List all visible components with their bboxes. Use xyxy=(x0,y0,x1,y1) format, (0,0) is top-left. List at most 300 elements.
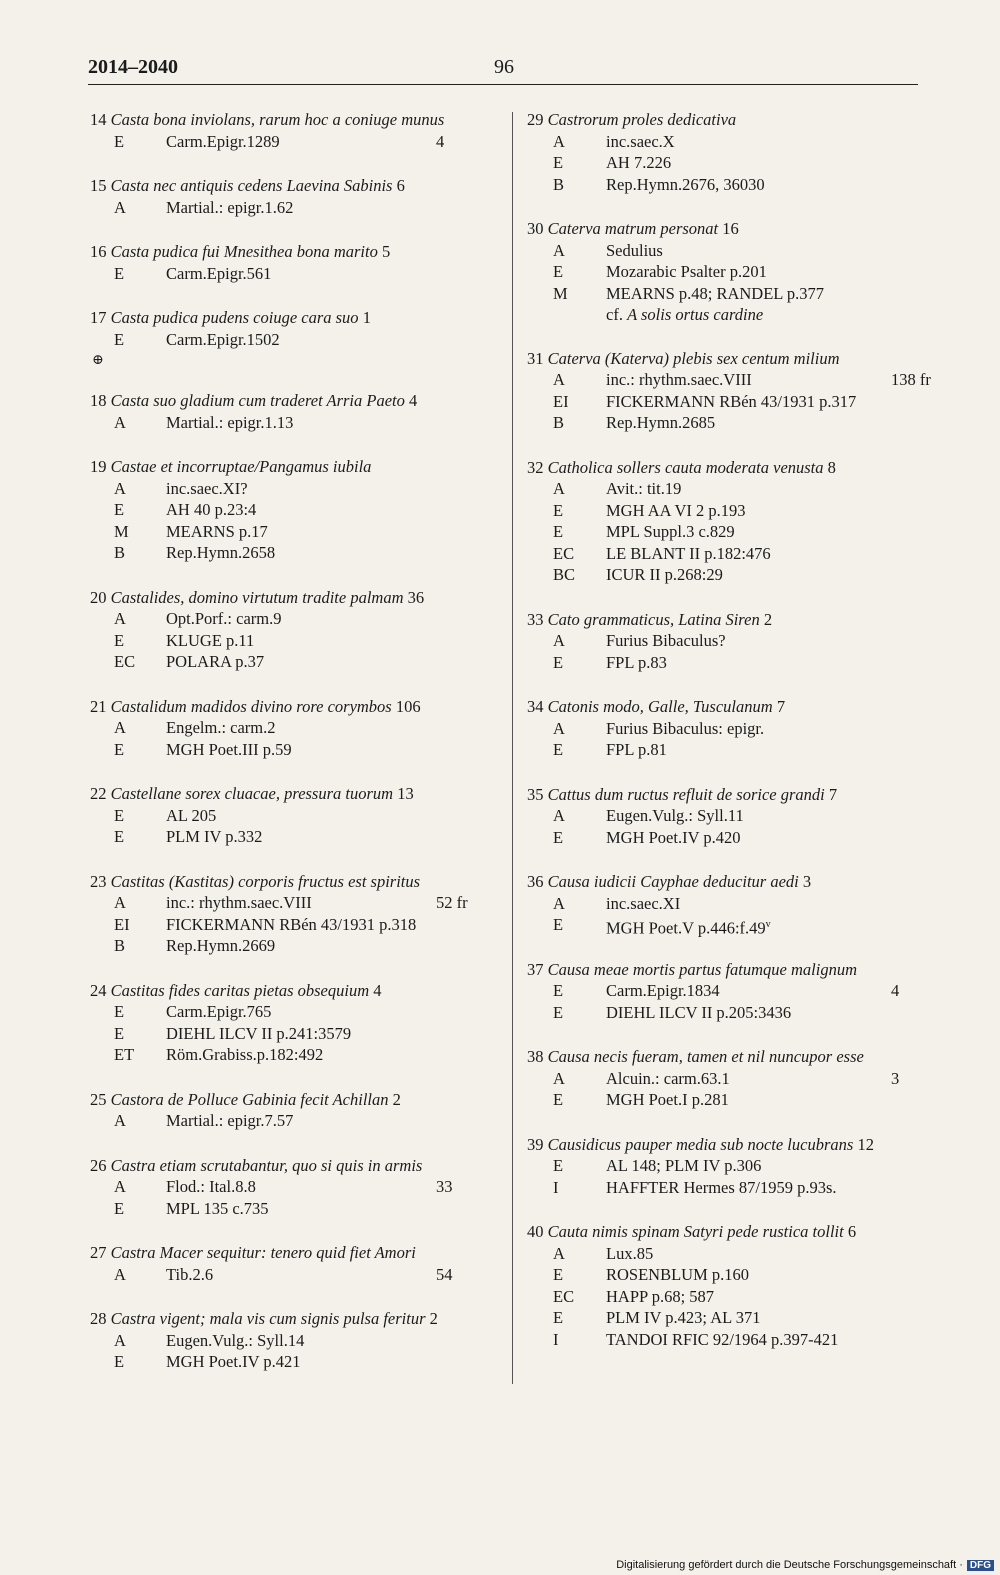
reference-text xyxy=(606,1155,761,1177)
entry-number: 36 xyxy=(527,872,544,891)
reference-code: E xyxy=(553,827,564,847)
reference-text xyxy=(166,805,216,827)
reference-text xyxy=(166,542,275,564)
entry-number: 40 xyxy=(527,1222,544,1241)
reference-value: PLM IV p.332 xyxy=(166,827,263,846)
entry-title xyxy=(90,980,495,1002)
catalog-entry xyxy=(527,609,922,674)
reference-text xyxy=(166,608,281,630)
reference-code: A xyxy=(114,1264,126,1284)
reference-value: MPL Suppl.3 c.829 xyxy=(606,522,735,541)
reference-line xyxy=(527,174,922,196)
reference-value: HAPP p.68; 587 xyxy=(606,1286,715,1306)
reference-code: E xyxy=(553,1156,564,1175)
footer-text: Digitalisierung gefördert durch die Deutsche Forschungsgemeinschaft · xyxy=(616,1559,963,1571)
reference-value: Rep.Hymn.2658 xyxy=(166,543,276,562)
entry-number: 28 xyxy=(90,1309,107,1328)
reference-line xyxy=(90,608,495,630)
entry-title xyxy=(90,390,495,412)
reference-code: E xyxy=(553,1265,564,1284)
verse-count: 138 fr xyxy=(891,370,931,389)
entry-incipit: Cauta nimis spinam Satyri pede rustica tollit xyxy=(547,1222,844,1241)
marker-symbol: ⊕ xyxy=(92,353,104,368)
reference-line xyxy=(527,1155,922,1177)
reference-value: MGH Poet.IV p.420 xyxy=(606,827,741,847)
entry-title xyxy=(527,1221,922,1243)
reference-code: A xyxy=(553,240,565,260)
reference-text xyxy=(606,1264,749,1286)
reference-value: Furius Bibaculus? xyxy=(606,631,726,650)
reference-text xyxy=(166,521,268,543)
reference-code: E xyxy=(553,1090,564,1109)
reference-code: E xyxy=(114,1198,125,1218)
reference-line xyxy=(527,893,922,915)
verse-count: 3 xyxy=(891,1068,900,1088)
reference-text xyxy=(166,739,292,761)
entry-number: 29 xyxy=(527,110,544,129)
footer-credit xyxy=(616,1559,994,1571)
reference-line xyxy=(527,283,922,305)
reference-code: A xyxy=(114,893,126,912)
reference-code: EC xyxy=(114,652,136,671)
entry-number: 32 xyxy=(527,457,544,477)
reference-line xyxy=(527,564,922,586)
reference-text xyxy=(166,1023,351,1045)
reference-text xyxy=(606,369,752,391)
reference-value: Sedulius xyxy=(606,240,663,260)
verse-count: 6 xyxy=(847,1222,857,1241)
reference-value: Carm.Epigr.1834 xyxy=(606,981,720,1000)
catalog-entry xyxy=(90,109,495,152)
entry-title xyxy=(527,1134,922,1156)
reference-code: M xyxy=(553,283,568,303)
page-number: 96 xyxy=(494,56,514,78)
reference-value: HAFFTER Hermes 87/1959 p.93s. xyxy=(606,1177,837,1197)
reference-value: Carm.Epigr.561 xyxy=(166,263,272,283)
reference-line xyxy=(90,892,495,914)
reference-text xyxy=(606,1089,729,1111)
entry-incipit: Castalidum madidos divino rore corymbos xyxy=(110,696,392,716)
verse-count: 7 xyxy=(828,784,838,804)
reference-code: E xyxy=(553,740,564,759)
reference-code: A xyxy=(553,131,565,151)
entry-incipit: Castra vigent; mala vis cum signis pulsa feritur xyxy=(110,1309,426,1328)
reference-text xyxy=(166,499,256,521)
reference-text xyxy=(606,240,663,262)
catalog-entry xyxy=(90,587,495,673)
reference-code: E xyxy=(553,153,564,172)
entry-number: 19 xyxy=(90,457,107,476)
entry-incipit: Castae et incorruptae/Pangamus iubila xyxy=(110,457,372,476)
reference-code: A xyxy=(114,197,126,217)
catalog-entry xyxy=(527,871,922,936)
reference-code: A xyxy=(553,1243,565,1263)
reference-line xyxy=(527,1307,922,1329)
entry-incipit: Casta pudica pudens coiuge cara suo xyxy=(110,308,359,327)
entry-incipit: Cato grammaticus, Latina Siren xyxy=(547,609,760,629)
catalog-entry xyxy=(527,457,922,586)
reference-value: Flod.: Ital.8.8 xyxy=(166,1177,256,1196)
entry-title xyxy=(90,587,495,609)
entry-title xyxy=(90,456,495,478)
reference-line xyxy=(90,935,495,957)
reference-value: Avit.: tit.19 xyxy=(606,479,682,498)
reference-text xyxy=(166,197,293,219)
reference-text xyxy=(606,980,720,1002)
reference-code: A xyxy=(114,1330,126,1350)
reference-code: A xyxy=(553,631,565,650)
catalog-entry xyxy=(527,784,922,849)
reference-code: B xyxy=(553,174,565,194)
reference-value: MEARNS p.17 xyxy=(166,521,268,541)
reference-text xyxy=(606,131,675,153)
reference-text xyxy=(606,261,767,283)
catalog-entry xyxy=(527,1134,922,1199)
reference-code: A xyxy=(553,1068,565,1088)
reference-code: E xyxy=(553,652,564,672)
reference-line xyxy=(90,739,495,761)
reference-code: EC xyxy=(553,1286,575,1306)
verse-count: 2 xyxy=(392,1089,401,1109)
reference-text xyxy=(606,478,681,500)
catalog-entry xyxy=(90,390,495,433)
reference-code: A xyxy=(114,1111,126,1130)
reference-line xyxy=(90,521,495,543)
reference-line xyxy=(527,131,922,153)
reference-code: EI xyxy=(553,391,569,411)
reference-value: DIEHL ILCV II p.205:3436 xyxy=(606,1002,792,1022)
reference-value: AH 40 p.23:4 xyxy=(166,500,257,519)
reference-value: FICKERMANN RBén 43/1931 p.317 xyxy=(606,391,857,411)
entry-title xyxy=(527,784,922,806)
reference-value: TANDOI RFIC 92/1964 p.397-421 xyxy=(606,1329,839,1349)
catalog-entry xyxy=(527,696,922,761)
reference-value: Röm.Grabiss.p.182:492 xyxy=(166,1045,324,1064)
reference-value: MPL 135 c.735 xyxy=(166,1198,269,1218)
reference-line xyxy=(90,499,495,521)
reference-code: E xyxy=(553,915,564,934)
reference-value: inc.saec.XI xyxy=(606,893,681,913)
reference-text xyxy=(606,543,771,565)
reference-text xyxy=(606,283,824,305)
reference-text xyxy=(606,805,744,827)
page-header xyxy=(88,52,918,82)
left-column xyxy=(90,109,495,1373)
verse-count: 4 xyxy=(409,391,418,410)
entry-incipit: Causa iudicii Cayphae deducitur aedi xyxy=(547,872,799,891)
reference-text xyxy=(166,1176,256,1198)
reference-code: B xyxy=(114,543,126,562)
entry-title xyxy=(90,241,495,263)
entry-number: 37 xyxy=(527,959,544,979)
reference-text xyxy=(166,1198,269,1220)
reference-value: inc.saec.XI? xyxy=(166,478,248,498)
reference-value: FPL p.81 xyxy=(606,740,667,759)
entry-incipit: Castitas fides caritas pietas obsequium xyxy=(110,980,370,1000)
entry-number: 35 xyxy=(527,784,544,804)
verse-count: 2 xyxy=(763,609,773,629)
reference-code: E xyxy=(553,262,564,281)
verse-count: 1 xyxy=(362,308,371,327)
reference-value: Tib.2.6 xyxy=(166,1264,214,1284)
reference-text: cf. A solis ortus cardine xyxy=(606,305,764,324)
reference-value: Martial.: epigr.1.62 xyxy=(166,197,294,217)
reference-code: E xyxy=(114,263,125,283)
entry-title xyxy=(90,696,495,718)
entry-number: 18 xyxy=(90,391,107,410)
reference-value: Eugen.Vulg.: Syll.14 xyxy=(166,1330,305,1350)
verse-count: 3 xyxy=(802,872,812,891)
reference-code: EI xyxy=(114,914,130,934)
reference-value: MGH Poet.V p.446:f.49 xyxy=(606,918,766,938)
cross-reference: A solis ortus cardine xyxy=(627,305,764,324)
reference-text xyxy=(166,1001,271,1023)
reference-line xyxy=(90,478,495,500)
reference-line xyxy=(527,914,922,936)
reference-code: E xyxy=(114,805,125,825)
reference-value: Martial.: epigr.7.57 xyxy=(166,1111,294,1130)
reference-text xyxy=(606,914,771,939)
entry-title xyxy=(90,783,495,805)
entry-number: 34 xyxy=(527,697,544,716)
reference-text xyxy=(606,564,723,586)
entry-incipit: Casta nec antiquis cedens Laevina Sabinis xyxy=(110,176,393,195)
entry-range: 2014–2040 xyxy=(88,56,178,78)
reference-code: E xyxy=(114,500,125,519)
reference-code: BC xyxy=(553,565,576,584)
entry-number: 27 xyxy=(90,1243,107,1262)
reference-line xyxy=(90,131,495,153)
reference-text xyxy=(606,1307,760,1329)
entry-incipit: Caterva (Katerva) plebis sex centum milium xyxy=(547,348,840,368)
reference-code: E xyxy=(553,522,564,541)
entry-incipit: Causa necis fueram, tamen et nil nuncupor esse xyxy=(547,1047,864,1066)
reference-text xyxy=(606,1068,730,1090)
reference-text xyxy=(166,478,248,500)
reference-code: E xyxy=(114,329,125,349)
catalog-entry xyxy=(527,109,922,195)
reference-line xyxy=(527,521,922,543)
reference-value: MGH Poet.III p.59 xyxy=(166,739,292,759)
entry-number: 26 xyxy=(90,1155,107,1175)
entry-number: 24 xyxy=(90,980,107,1000)
reference-code: A xyxy=(114,412,126,432)
verse-count: 8 xyxy=(827,457,836,477)
reference-text xyxy=(166,651,264,673)
reference-value: ROSENBLUM p.160 xyxy=(606,1265,750,1284)
reference-text xyxy=(606,521,735,543)
reference-line xyxy=(90,197,495,219)
entry-incipit: Casta bona inviolans, rarum hoc a coniuge munus xyxy=(110,110,445,129)
dfg-logo: DFG xyxy=(967,1560,994,1571)
reference-code: E xyxy=(114,1352,125,1371)
reference-value: Carm.Epigr.1289 xyxy=(166,131,280,151)
reference-value: LE BLANT II p.182:476 xyxy=(606,543,771,563)
catalog-entry xyxy=(90,696,495,761)
verse-count: 4 xyxy=(373,980,382,1000)
reference-text xyxy=(606,739,667,761)
entry-title xyxy=(527,696,922,718)
reference-line xyxy=(527,1243,922,1265)
reference-line xyxy=(90,1023,495,1045)
reference-value: Eugen.Vulg.: Syll.11 xyxy=(606,806,744,825)
reference-line xyxy=(90,1330,495,1352)
catalog-entry xyxy=(527,348,931,434)
reference-line xyxy=(90,805,495,827)
reference-code: E xyxy=(114,1002,125,1021)
reference-text xyxy=(166,1044,323,1066)
entry-incipit: Castitas (Kastitas) corporis fructus est spiritus xyxy=(110,871,421,891)
entry-number: 23 xyxy=(90,871,107,891)
reference-value: Engelm.: carm.2 xyxy=(166,718,276,737)
reference-code: B xyxy=(114,936,126,955)
reference-line xyxy=(527,391,922,413)
reference-text xyxy=(166,1330,304,1352)
reference-code: A xyxy=(114,718,126,737)
reference-text xyxy=(166,892,312,914)
entry-number: 31 xyxy=(527,348,544,368)
reference-line xyxy=(90,1001,495,1023)
reference-line xyxy=(527,805,922,827)
reference-line xyxy=(90,914,495,936)
reference-value: inc.: rhythm.saec.VIII xyxy=(606,370,752,389)
reference-line xyxy=(527,1068,922,1090)
reference-value: AH 7.226 xyxy=(606,153,672,172)
reference-text xyxy=(606,718,764,740)
catalog-entry xyxy=(90,175,495,218)
verse-count: 13 xyxy=(397,784,414,803)
reference-value: PLM IV p.423; AL 371 xyxy=(606,1308,761,1327)
reference-code: A xyxy=(553,479,565,498)
reference-code: A xyxy=(553,370,565,389)
reference-text xyxy=(166,935,275,957)
entry-incipit: Casta suo gladium cum traderet Arria Paeto xyxy=(110,391,405,410)
reference-text xyxy=(606,1002,791,1024)
entry-incipit: Catholica sollers cauta moderata venusta xyxy=(547,457,824,477)
entry-number: 16 xyxy=(90,242,107,261)
reference-line xyxy=(527,1089,922,1111)
reference-code: A xyxy=(114,478,126,498)
reference-code: ET xyxy=(114,1045,135,1064)
reference-value: inc.saec.X xyxy=(606,131,675,151)
entry-number: 21 xyxy=(90,696,107,716)
reference-text xyxy=(606,1286,714,1308)
verse-count: 36 xyxy=(407,587,425,607)
reference-line xyxy=(90,329,495,351)
reference-code: A xyxy=(553,718,565,738)
verse-count: 106 xyxy=(395,696,421,716)
entry-incipit: Castrorum proles dedicativa xyxy=(547,110,737,129)
catalog-entry xyxy=(90,1242,495,1285)
entry-number: 14 xyxy=(90,110,107,129)
reference-line xyxy=(527,1329,922,1351)
reference-text xyxy=(606,174,765,196)
entry-incipit: Causa meae mortis partus fatumque malignum xyxy=(547,959,857,979)
entry-title xyxy=(527,457,922,479)
reference-value: inc.: rhythm.saec.VIII xyxy=(166,893,312,912)
reference-text xyxy=(166,826,262,848)
reference-line xyxy=(527,980,922,1002)
reference-value: MGH Poet.IV p.421 xyxy=(166,1352,301,1371)
reference-code: M xyxy=(114,521,129,541)
entry-title xyxy=(527,871,922,893)
reference-text xyxy=(166,630,254,652)
folio-verso: v xyxy=(765,919,771,930)
reference-text xyxy=(166,1110,293,1132)
reference-text xyxy=(606,1177,837,1199)
reference-line xyxy=(90,1110,495,1132)
reference-line xyxy=(527,369,931,391)
entry-number: 38 xyxy=(527,1047,544,1066)
verse-count: 12 xyxy=(857,1134,874,1154)
reference-code: B xyxy=(553,413,565,432)
catalog-entry xyxy=(527,218,922,326)
right-column xyxy=(527,109,931,1350)
reference-text xyxy=(166,717,276,739)
entry-title xyxy=(527,218,922,240)
entry-number: 33 xyxy=(527,609,544,629)
reference-value: Rep.Hymn.2676, 36030 xyxy=(606,174,765,194)
reference-line xyxy=(90,412,495,434)
catalog-entry xyxy=(90,241,495,284)
reference-text xyxy=(166,412,293,434)
reference-value: Carm.Epigr.1502 xyxy=(166,329,280,349)
reference-value: Rep.Hymn.2685 xyxy=(606,413,716,432)
verse-count: 52 fr xyxy=(436,893,468,912)
reference-code: E xyxy=(114,630,125,650)
reference-text xyxy=(166,1264,213,1286)
reference-value: KLUGE p.11 xyxy=(166,630,255,650)
reference-text xyxy=(606,412,715,434)
reference-text xyxy=(166,131,280,153)
entry-title xyxy=(90,1242,495,1264)
entry-number: 30 xyxy=(527,219,544,238)
reference-code: E xyxy=(553,981,564,1000)
reference-text xyxy=(606,152,671,174)
reference-text xyxy=(166,914,416,936)
reference-line xyxy=(90,1264,495,1286)
reference-value: POLARA p.37 xyxy=(166,652,265,671)
reference-text xyxy=(606,652,667,674)
reference-line xyxy=(527,500,922,522)
reference-value: FPL p.83 xyxy=(606,652,667,672)
reference-line xyxy=(90,826,495,848)
verse-count: 4 xyxy=(436,131,445,151)
entry-incipit: Catonis modo, Galle, Tusculanum xyxy=(547,697,773,716)
reference-line xyxy=(527,1177,922,1199)
reference-code: I xyxy=(553,1177,559,1197)
reference-text xyxy=(166,329,280,351)
reference-code: A xyxy=(553,806,565,825)
reference-line xyxy=(527,543,922,565)
reference-code: E xyxy=(553,500,564,520)
catalog-entry xyxy=(90,307,495,350)
entry-incipit: Casta pudica fui Mnesithea bona marito xyxy=(110,242,378,261)
reference-value: Opt.Porf.: carm.9 xyxy=(166,609,282,628)
catalog-entry xyxy=(90,1155,495,1220)
verse-count: 6 xyxy=(396,176,405,195)
entry-number: 15 xyxy=(90,176,107,195)
reference-value: DIEHL ILCV II p.241:3579 xyxy=(166,1023,352,1043)
entry-incipit: Caterva matrum personat xyxy=(547,219,719,238)
reference-line xyxy=(527,718,922,740)
reference-text xyxy=(606,1329,838,1351)
verse-count: 54 xyxy=(436,1264,453,1284)
reference-line xyxy=(90,1351,495,1373)
header-rule xyxy=(88,84,918,85)
verse-count: 16 xyxy=(722,219,739,238)
entry-title xyxy=(527,348,922,370)
